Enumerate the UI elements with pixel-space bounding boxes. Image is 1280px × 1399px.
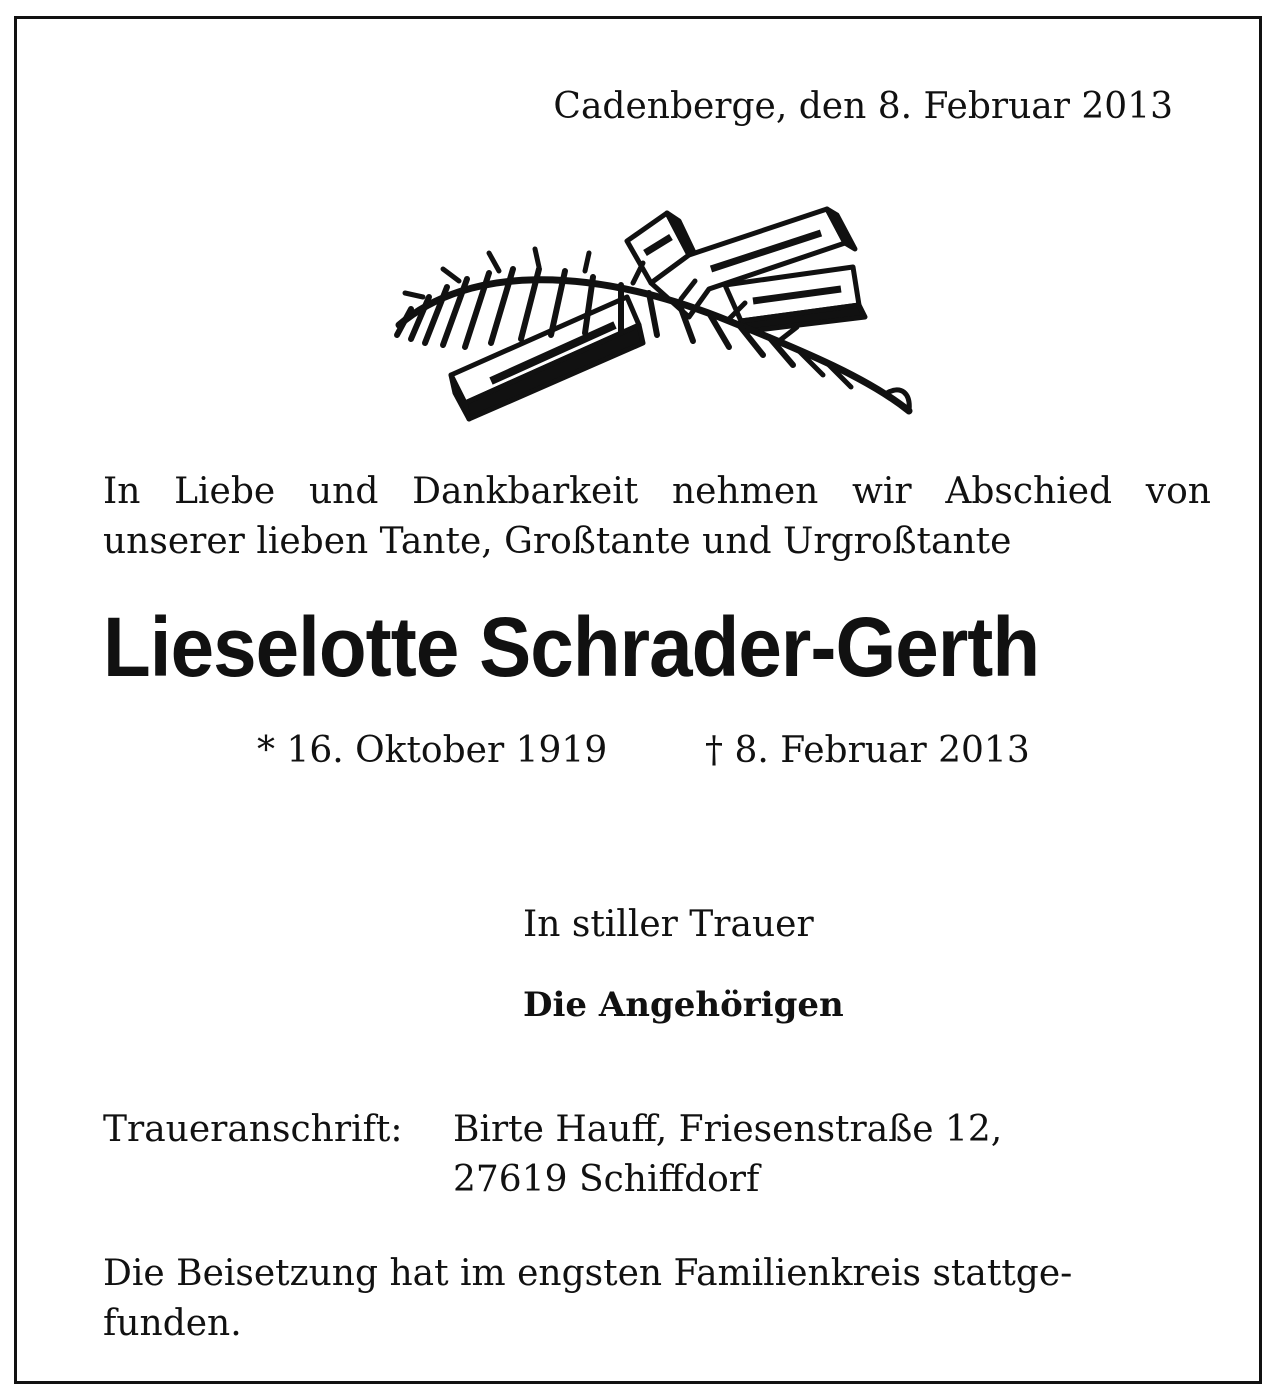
place-date: Cadenberge, den 8. Februar 2013 [553, 86, 1173, 127]
mourning-phrase: In stiller Trauer [523, 904, 814, 945]
intro-word: Liebe [174, 471, 276, 512]
intro-word: In [103, 471, 141, 512]
life-dates [257, 727, 1030, 775]
cross-with-palm-frond-icon [389, 197, 923, 429]
deceased-name: Lieselotte Schrader-Gerth [103, 600, 1040, 694]
birth-date: * 16. Oktober 1919 [257, 730, 608, 771]
death-date: † 8. Februar 2013 [705, 730, 1030, 771]
burial-note [103, 1249, 1211, 1349]
intro-line-2: unserer lieben Tante, Großtante und Urgroßtante [103, 521, 1012, 562]
address-line-2: 27619 Schiffdorf [453, 1159, 760, 1200]
intro-word: Abschied [945, 471, 1113, 512]
intro-word: von [1145, 471, 1211, 512]
intro-line-1 [103, 467, 1211, 517]
intro-word: nehmen [672, 471, 819, 512]
notice-frame [14, 16, 1262, 1384]
intro-word: Dankbarkeit [412, 471, 639, 512]
intro-word: wir [852, 471, 912, 512]
cross-icon [451, 209, 865, 419]
intro-text [103, 467, 1211, 567]
address-lines [453, 1105, 1002, 1205]
burial-line-2: funden. [103, 1303, 242, 1344]
relatives-signature: Die Angehörigen [523, 985, 844, 1025]
address-line-1: Birte Hauff, Friesenstraße 12, [453, 1109, 1003, 1150]
intro-word: und [308, 471, 379, 512]
address-label: Traueranschrift: [103, 1109, 403, 1150]
burial-line-1: Die Beisetzung hat im engsten Familienkreis stattge- [103, 1253, 1073, 1294]
